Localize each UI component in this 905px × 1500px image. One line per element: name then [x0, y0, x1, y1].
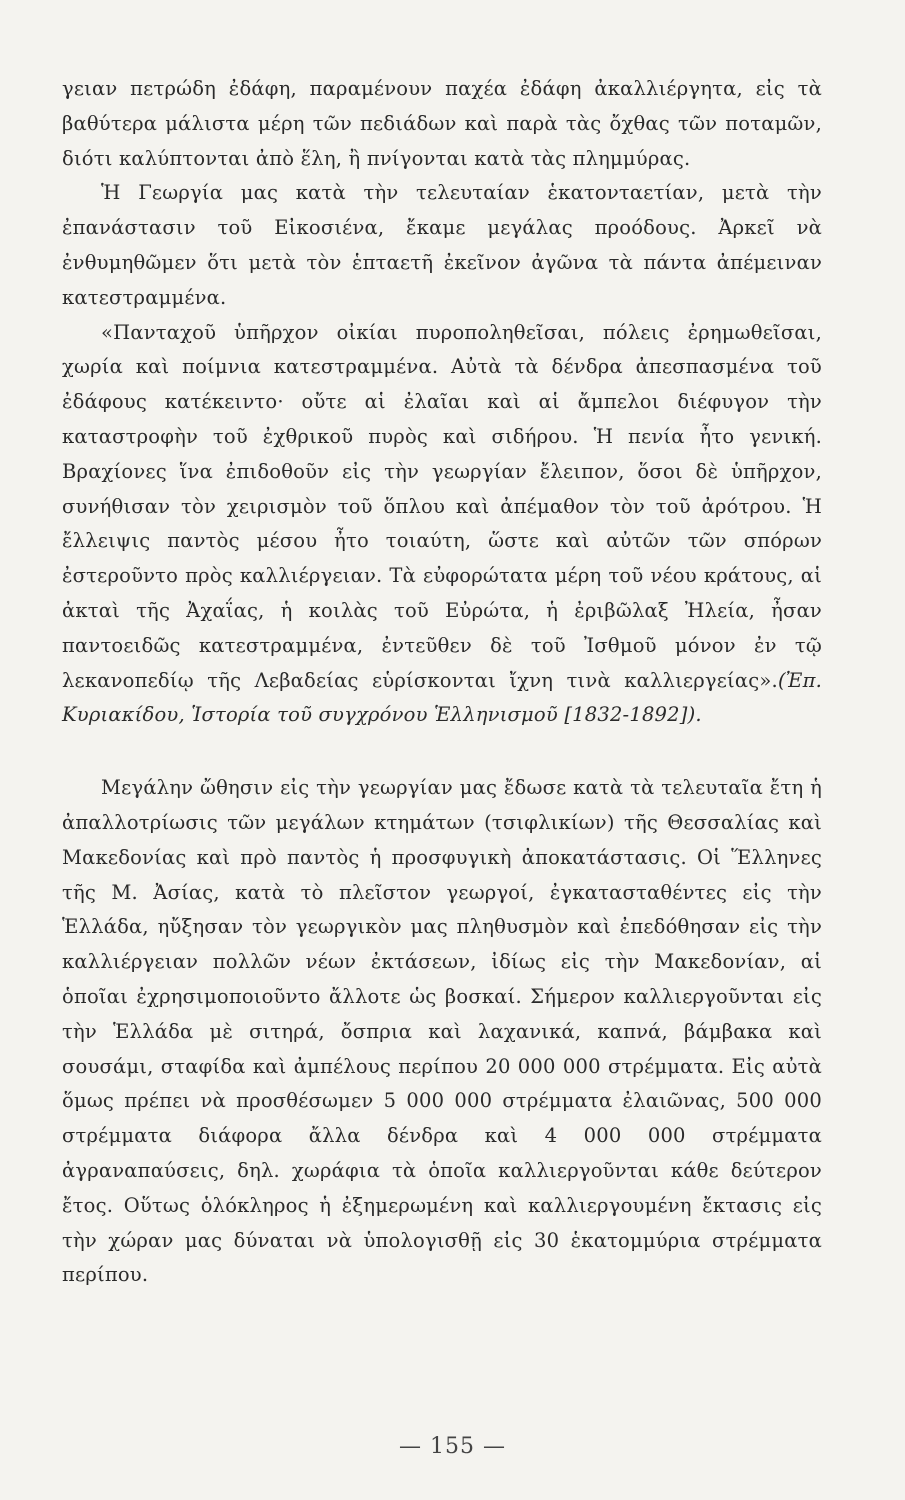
page-body — [62, 72, 822, 1293]
paragraph-agriculture-progress: Ἡ Γεωργία μας κατὰ τὴν τελευταίαν ἑκατονταετίαν, μετὰ τὴν ἐπανάστασιν τοῦ Εἰκοσιένα, ἔκαμε μεγάλας προόδους. Ἀρκεῖ νὰ ἐνθυμηθῶμεν ὅτι μετὰ τὸν ἑπταετῆ ἐκεῖνον ἀγῶνα τὰ πάντα ἀπέμειναν κατεστραμμένα. — [62, 181, 822, 309]
quotation-text: «Πανταχοῦ ὑπῆρχον οἰκίαι πυροποληθεῖσαι, πόλεις ἐρημωθεῖσαι, χωρία καὶ ποίμνια κατεστραμμένα. Αὐτὰ τὰ δένδρα ἀπεσπασμένα τοῦ ἐδάφους κατέκειντο· οὔτε αἱ ἐλαῖαι καὶ αἱ ἄμπελοι διέφυγον τὴν καταστροφὴν τοῦ ἐχθρικοῦ πυρὸς καὶ σιδήρου. Ἡ πενία ἦτο γενική. Βραχίονες ἵνα ἐπιδοθοῦν εἰς τὴν γεωργίαν ἔλειπον, ὅσοι δὲ ὑπῆρχον, συνήθισαν τὸν χειρισμὸν τοῦ ὅπλου καὶ ἀπέμαθον τὸν τοῦ ἀρότρου. Ἡ ἔλλειψις παντὸς μέσου ἦτο τοιαύτη, ὥστε καὶ αὐτῶν τῶν σπόρων ἐστεροῦντο πρὸς καλλιέργειαν. Τὰ εὐφορώτατα μέρη τοῦ νέου κράτους, αἱ ἀκταὶ τῆς Ἀχαΐας, ἡ κοιλὰς τοῦ Εὐρώτα, ἡ ἐριβῶλαξ Ἠλεία, ἦσαν παντοειδῶς κατεστραμμένα, ἐντεῦθεν δὲ τοῦ Ἰσθμοῦ μόνον ἐν τῷ λεκανοπεδίῳ τῆς Λεβαδείας εὑρίσκονται ἴχνη τινὰ καλλιεργείας». — [62, 320, 822, 692]
paragraph-land-reform: Μεγάλην ὤθησιν εἰς τὴν γεωργίαν μας ἔδωσε κατὰ τὰ τελευταῖα ἔτη ἡ ἀπαλλοτρίωσις τῶν μεγάλων κτημάτων (τσιφλικίων) τῆς Θεσσαλίας καὶ Μακεδονίας καὶ πρὸ παντὸς ἡ προσφυγικὴ ἀποκατάστασις. Οἱ Ἕλληνες τῆς Μ. Ἀσίας, κατὰ τὸ πλεῖστον γεωργοί, ἐγκατασταθέντες εἰς τὴν Ἑλλάδα, ηὔξησαν τὸν γεωργικὸν μας πληθυσμὸν καὶ ἐπεδόθησαν εἰς τὴν καλλιέργειαν πολλῶν νέων ἐκτάσεων, ἰδίως εἰς τὴν Μακεδονίαν, αἱ ὁποῖαι ἐχρησιμοποιοῦντο ἄλλοτε ὡς βοσκαί. Σήμερον καλλιεργοῦνται εἰς τὴν Ἑλλάδα μὲ σιτηρά, ὄσπρια καὶ λαχανικά, καπνά, βάμβακα καὶ σουσάμι, σταφίδα καὶ ἀμπέλους περίπου 20 000 000 στρέμματα. Εἰς αὐτὰ ὅμως πρέπει νὰ προσθέσωμεν 5 000 000 στρέμματα ἐλαιῶνας, 500 000 στρέμματα διάφορα ἄλλα δένδρα καὶ 4 000 000 στρέμματα ἀγραναπαύσεις, δηλ. χωράφια τὰ ὁποῖα καλλιεργοῦνται κάθε δεύτερον ἔτος. Οὕτως ὁλόκληρος ἡ ἐξημερωμένη καὶ καλλιεργουμένη ἔκτασις εἰς τὴν χώραν μας δύναται νὰ ὑπολογισθῇ εἰς 30 ἑκατομμύρια στρέμματα περίπου. — [62, 776, 822, 1287]
section-gap — [62, 733, 822, 771]
page-number: — 155 — — [399, 1434, 506, 1459]
paragraph-continuation: γειαν πετρώδη ἐδάφη, παραμένουν παχέα ἐδάφη ἀκαλλιέργητα, εἰς τὰ βαθύτερα μάλιστα μέρη τῶν πεδιάδων καὶ παρὰ τὰς ὄχθας τῶν ποταμῶν, διότι καλύπτονται ἀπὸ ἕλη, ἢ πνίγονται κατὰ τὰς πλημμύρας. — [62, 77, 822, 170]
quotation-citation: (Ἐπ. Κυριακίδου, Ἱστορία τοῦ συγχρόνου Ἑλληνισμοῦ [1832-1892]). — [62, 668, 822, 727]
quotation-block — [62, 316, 822, 734]
